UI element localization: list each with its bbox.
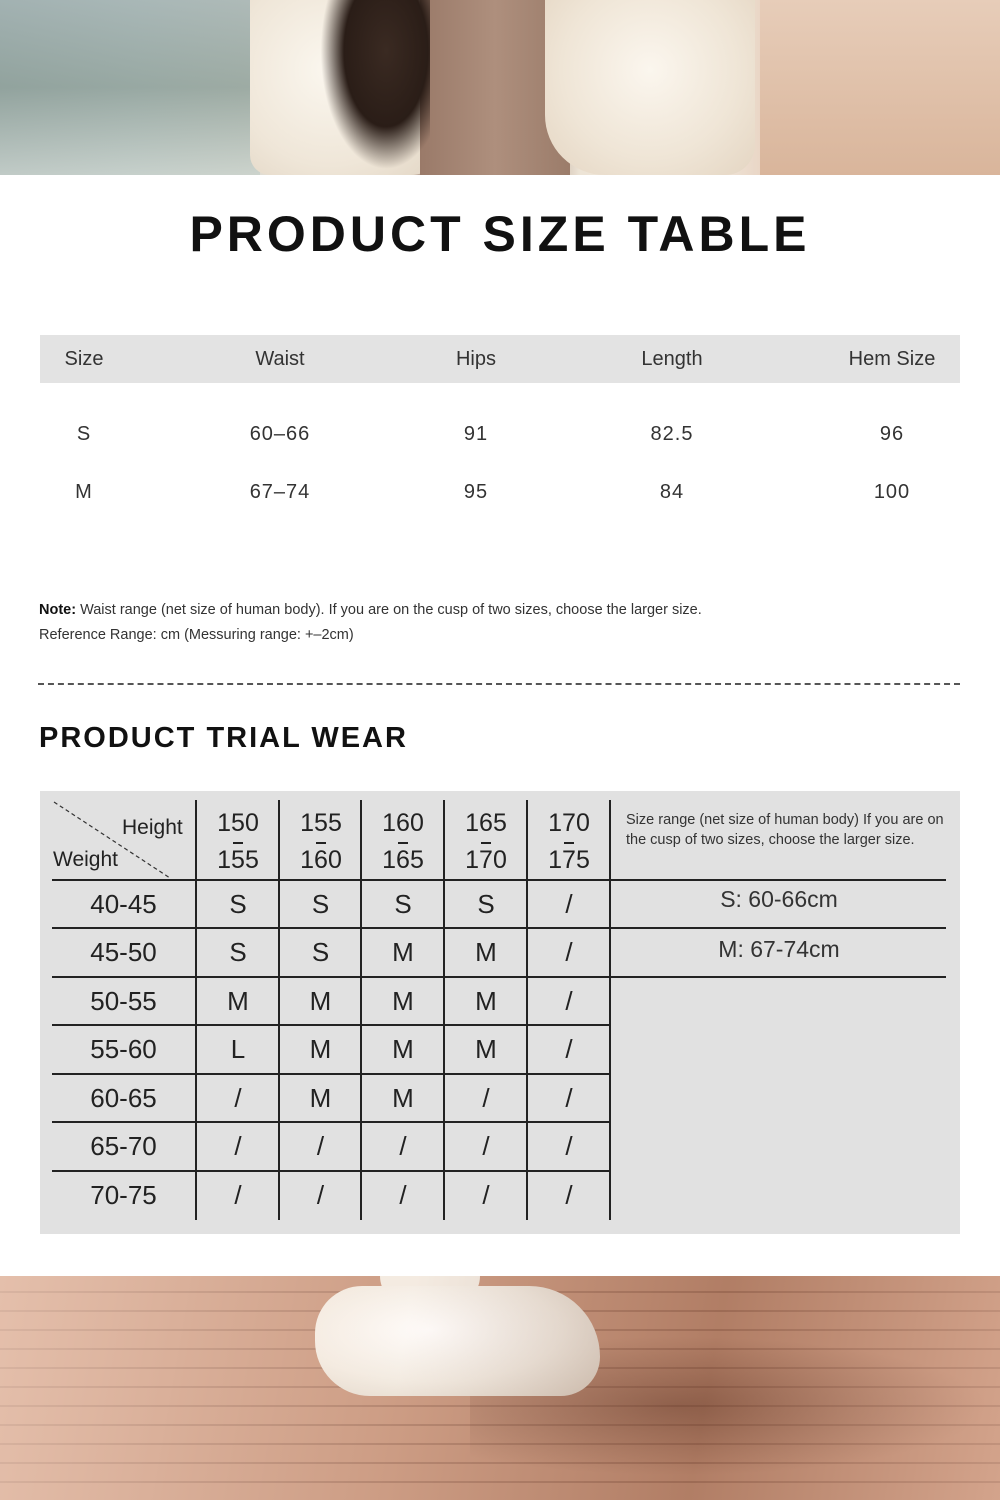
height-to: 175 [528,842,610,879]
size-cell: S [311,937,330,968]
size-cell: M [475,937,497,968]
size-cell: M [392,937,414,968]
corner-weight-label: Weight [53,848,118,871]
photo-light [0,1276,1000,1500]
size-cell: S [311,888,330,919]
cell-size: M [75,480,93,503]
photo-wall [760,0,1000,175]
size-cell: / [482,1082,490,1113]
size-table-header [40,335,960,383]
height-header [280,805,362,879]
cell-hem-size: 96 [879,422,905,445]
size-cell: / [565,1034,573,1065]
cell-length: 84 [659,480,685,503]
size-cell: / [234,1179,242,1210]
size-cell: / [234,1082,242,1113]
size-cell: M [309,1034,332,1065]
size-range-note: Size range (net size of human body) If you are on the cusp of two sizes, choose the larger size. [626,812,944,848]
page-title: PRODUCT SIZE TABLE [189,206,811,262]
size-cell: M [392,1034,414,1065]
note-text: Waist range (net size of human body). If you are on the cusp of two sizes, choose the larger size. [76,602,702,618]
size-cell: / [565,985,573,1016]
size-cell: S [229,888,247,919]
header-size: Size [64,347,104,370]
header-length: Length [641,347,703,370]
bottom-product-photo [0,1276,1000,1500]
size-cell: / [482,1179,490,1210]
size-cell: L [230,1034,246,1065]
size-cell: / [399,1131,407,1162]
size-cell: / [482,1131,490,1162]
height-from: 150 [217,809,259,837]
header-hips: Hips [455,347,496,370]
photo-hair [320,0,430,170]
range-m: M: 67-74cm [718,936,840,962]
size-cell: / [565,1082,573,1113]
cell-hips: 91 [463,422,489,445]
height-to: 160 [280,842,362,879]
size-note [39,598,702,648]
size-cell: S [394,888,412,919]
corner-height-label: Height [122,816,183,839]
photo-window-background [0,0,260,175]
size-cell: S [477,888,495,919]
size-cell: M [475,1034,497,1065]
height-from: 170 [548,809,590,837]
height-to: 170 [445,842,527,879]
size-cell: / [565,937,573,968]
weight-cell: 70-75 [90,1179,157,1210]
size-cell: M [309,1082,332,1113]
size-cell: / [565,1131,573,1162]
size-cell: / [316,1179,325,1210]
weight-cell: 55-60 [90,1034,157,1065]
cell-waist: 60–66 [249,422,311,445]
note-line [39,598,702,623]
header-waist: Waist [255,347,305,370]
size-cell: M [227,985,249,1016]
trial-wear-title: PRODUCT TRIAL WEAR [39,722,408,754]
size-cell: M [475,985,497,1016]
weight-cell: 60-65 [90,1082,157,1113]
size-cell: S [229,937,247,968]
section-divider [38,683,960,685]
height-to: 165 [362,842,444,879]
cell-length: 82.5 [650,422,694,445]
height-header [362,805,444,879]
height-from: 165 [465,809,507,837]
header-hem-size: Hem Size [848,347,936,370]
size-cell: / [234,1131,242,1162]
note-label: Note: [39,602,77,618]
weight-cell: 50-55 [90,985,157,1016]
size-cell: / [316,1131,325,1162]
cell-hem-size: 100 [873,480,911,503]
height-header [528,805,610,879]
size-cell: / [399,1179,407,1210]
size-cell: / [565,888,573,919]
weight-cell: 65-70 [90,1131,157,1162]
range-s: S: 60-66cm [720,886,838,912]
height-from: 155 [300,809,342,837]
cell-hips: 95 [463,480,489,503]
cell-waist: 67–74 [249,480,311,503]
cell-size: S [76,422,92,445]
photo-cardigan-right [545,0,755,175]
height-header [445,805,527,879]
weight-cell: 40-45 [90,888,157,919]
size-cell: / [565,1179,573,1210]
weight-cell: 45-50 [90,937,157,968]
height-header [197,805,279,879]
table-row [40,463,960,521]
size-cell: M [392,985,414,1016]
height-from: 160 [382,809,424,837]
size-table [40,335,960,521]
size-cell: M [392,1082,414,1113]
size-cell: M [309,985,332,1016]
top-product-photo [0,0,1000,175]
table-row [40,405,960,463]
height-to: 155 [197,842,279,879]
reference-range: Reference Range: cm (Messuring range: +–2cm) [39,627,354,643]
